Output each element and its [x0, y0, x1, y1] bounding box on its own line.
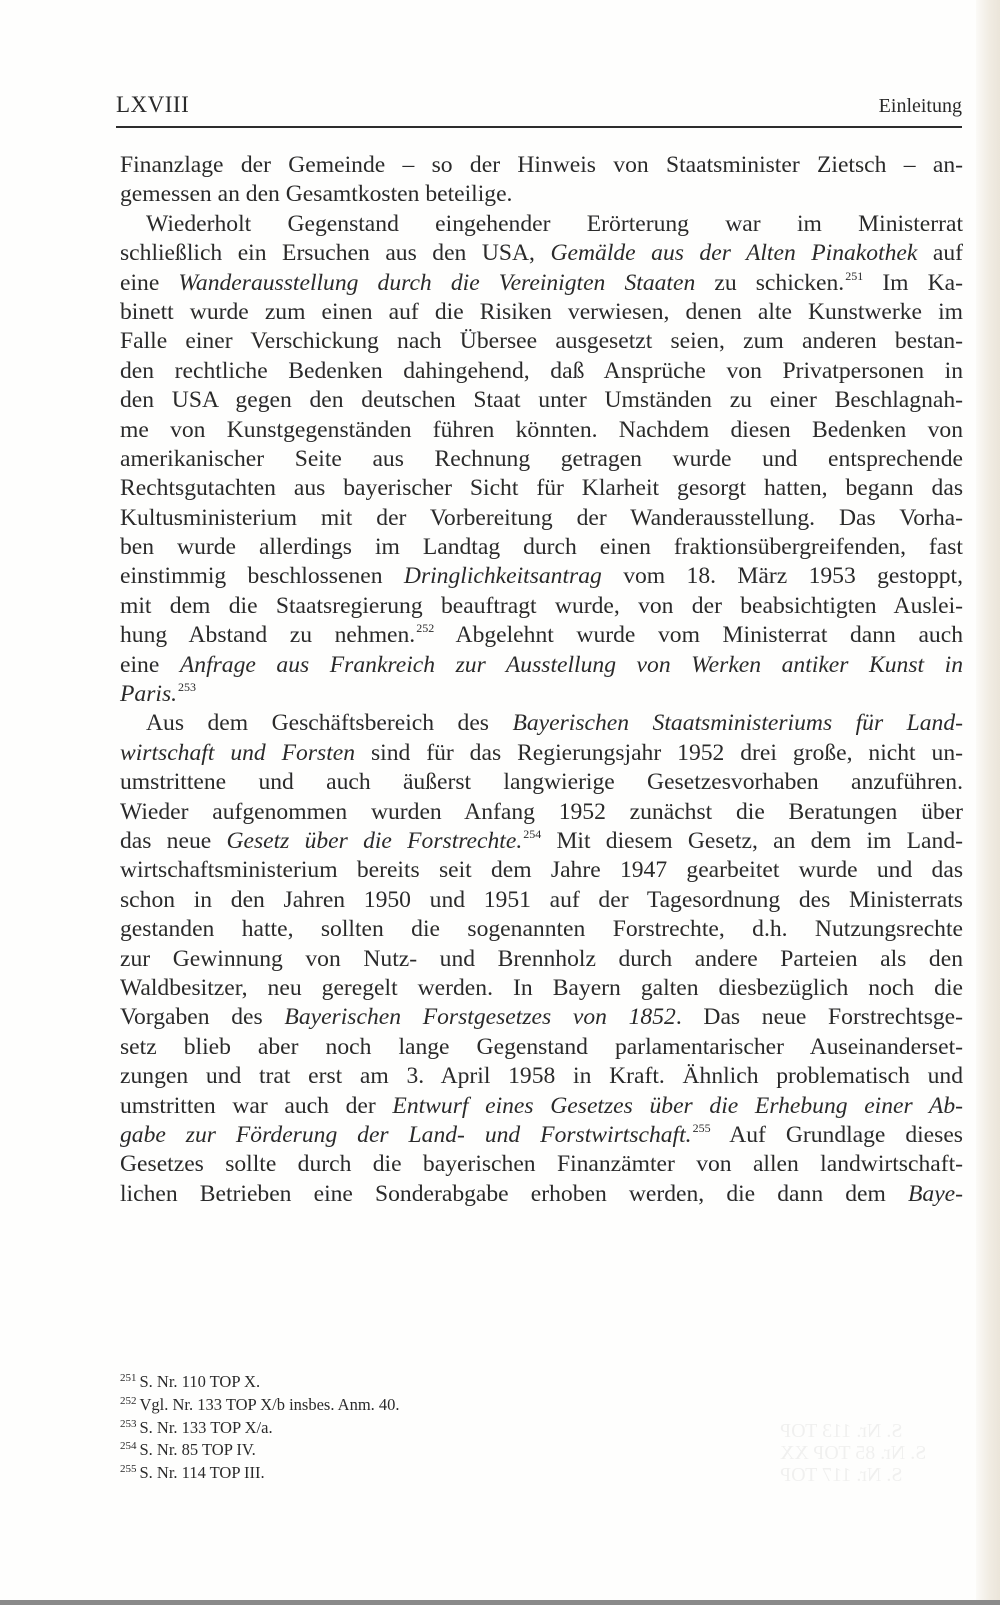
- text-line: [120, 504, 963, 533]
- text-run: den USA gegen den deutschen Staat unter Umständen zu einer Beschlagnah-: [120, 387, 963, 414]
- text-line: [120, 239, 963, 268]
- body-text: [120, 151, 963, 1209]
- italic-title: Anfrage aus Frankreich zur Ausstellung von Werken antiker Kunst in: [179, 651, 963, 678]
- text-line: [120, 768, 963, 797]
- text-run: hung Abstand zu nehmen.: [120, 622, 416, 649]
- text-line: [120, 180, 963, 209]
- text-run: sind für das Regierungsjahr 1952 drei große, nicht un-: [355, 739, 963, 766]
- footnote: [120, 1440, 400, 1463]
- text-run: Rechtsgutachten aus bayerischer Sicht für Klarheit gesorgt hatten, begann das: [120, 475, 963, 502]
- footnote-text: S. Nr. 114 TOP III.: [139, 1463, 265, 1483]
- text-run: Mit diesem Gesetz, an dem im Land-: [541, 827, 963, 854]
- text-line: [120, 1092, 963, 1121]
- text-line: [120, 709, 963, 738]
- footnote: [120, 1395, 400, 1418]
- text-run: schon in den Jahren 1950 und 1951 auf der Tagesordnung des Ministerrats: [120, 886, 963, 913]
- text-line: [120, 739, 963, 768]
- text-run: einstimmig beschlossenen: [120, 563, 404, 590]
- italic-title: Baye-: [907, 1180, 963, 1207]
- text-run: . Das neue Forstrechtsge-: [675, 1004, 964, 1031]
- text-run: den rechtliche Bedenken dahingehend, daß Ansprüche von Privatpersonen in: [120, 357, 963, 384]
- footnote-number: 255: [120, 1463, 137, 1476]
- footnote-reference[interactable]: 252: [416, 621, 435, 636]
- footnote-reference[interactable]: 255: [692, 1120, 711, 1135]
- footnote-text: S. Nr. 85 TOP IV.: [139, 1440, 256, 1460]
- text-line: [120, 945, 963, 974]
- text-line: [120, 1003, 963, 1032]
- bleed-through-text: S. Nr. 113 TOP: [780, 1420, 903, 1442]
- text-run: umstrittene und auch äußerst langwierige Gesetzesvorhaben anzuführen.: [120, 769, 963, 796]
- italic-title: Paris.: [120, 681, 178, 708]
- text-run: Wiederholt Gegenstand eingehender Erörterung war im Ministerrat: [146, 210, 963, 237]
- footnote-number: 254: [120, 1440, 137, 1453]
- footnote-reference[interactable]: 254: [523, 826, 542, 841]
- text-run: Gesetzes sollte durch die bayerischen Finanzämter von allen landwirtschaft-: [120, 1151, 963, 1178]
- italic-title: Dringlichkeitsantrag: [403, 563, 602, 590]
- bleed-through-text: S. Nr. 117 TOP: [780, 1464, 903, 1486]
- footnote-reference[interactable]: 251: [845, 268, 864, 283]
- italic-title: wirtschaft und Forsten: [120, 739, 356, 766]
- text-run: Abgelehnt wurde vom Ministerrat dann auch: [434, 622, 964, 649]
- text-run: Aus dem Geschäftsbereich des: [146, 710, 513, 737]
- text-line: [120, 1033, 963, 1062]
- text-line: [120, 210, 963, 239]
- text-line: [120, 445, 963, 474]
- text-line: [120, 1062, 963, 1091]
- text-run: Wieder aufgenommen wurden Anfang 1952 zunächst die Beratungen über: [120, 798, 963, 825]
- text-line: [120, 269, 963, 298]
- text-line: [120, 474, 963, 503]
- text-run: schließlich ein Ersuchen aus den USA,: [120, 240, 551, 267]
- text-line: [120, 1180, 963, 1209]
- scan-bottom-border: [0, 1600, 1000, 1605]
- text-run: Im Ka-: [863, 269, 964, 296]
- text-line: [120, 386, 963, 415]
- text-run: vom 18. März 1953 gestoppt,: [601, 563, 963, 590]
- text-run: eine: [120, 651, 180, 678]
- text-line: [120, 357, 963, 386]
- footnote-number: 253: [120, 1417, 137, 1430]
- footnote-text: S. Nr. 110 TOP X.: [139, 1372, 261, 1391]
- text-line: [120, 798, 963, 827]
- italic-title: Wanderausstellung durch die Vereinigten Staaten: [178, 269, 696, 296]
- footnote: [120, 1418, 400, 1441]
- text-line: [120, 562, 963, 591]
- text-run: me von Kunstgegenständen führen könnten. Nachdem diesen Bedenken von: [120, 416, 963, 443]
- running-head: [116, 92, 962, 128]
- footnote-reference[interactable]: 253: [178, 680, 197, 695]
- text-run: Vorgaben des: [120, 1004, 285, 1031]
- footnote-text: S. Nr. 133 TOP X/a.: [139, 1417, 273, 1437]
- text-run: binett wurde zum einen auf die Risiken verwiesen, denen alte Kunstwerke im: [120, 298, 963, 325]
- text-run: setz blieb aber noch lange Gegenstand parlamentarischer Auseinanderset-: [120, 1033, 963, 1060]
- text-line: [120, 416, 963, 445]
- text-line: [120, 827, 963, 856]
- italic-title: Gemälde aus der Alten Pinakothek: [550, 240, 918, 267]
- text-run: Waldbesitzer, neu geregelt werden. In Bayern galten diesbezüglich noch die: [120, 974, 963, 1001]
- footnote-number: 252: [120, 1394, 137, 1407]
- text-run: Auf Grundlage dieses: [710, 1121, 963, 1148]
- text-line: [120, 1150, 963, 1179]
- italic-title: gabe zur Förderung der Land- und Forstwirtschaft.: [120, 1121, 692, 1148]
- text-run: gemessen an den Gesamtkosten beteilige.: [120, 181, 513, 208]
- text-line: [120, 1121, 963, 1150]
- text-line: [120, 886, 963, 915]
- text-line: [120, 915, 963, 944]
- page-edge-shadow: [976, 0, 1000, 1600]
- text-run: zur Gewinnung von Nutz- und Brennholz durch andere Parteien als den: [120, 945, 963, 972]
- text-line: [120, 592, 963, 621]
- text-run: mit dem die Staatsregierung beauftragt wurde, von der beabsichtigten Auslei-: [120, 592, 963, 619]
- text-line: [120, 298, 963, 327]
- footnote-text: Vgl. Nr. 133 TOP X/b insbes. Anm. 40.: [139, 1394, 400, 1414]
- text-line: [120, 327, 963, 356]
- text-run: zungen und trat erst am 3. April 1958 in Kraft. Ähnlich problematisch und: [120, 1063, 963, 1090]
- text-run: lichen Betrieben eine Sonderabgabe erhoben werden, die dann dem: [120, 1180, 908, 1207]
- footnote-number: 251: [120, 1372, 137, 1384]
- bleed-through-text: S. Nr. 85 TOP XX: [780, 1442, 927, 1464]
- italic-title: Bayerischen Forstgesetzes von 1852: [284, 1004, 676, 1031]
- text-line: [120, 621, 963, 650]
- section-title: Einleitung: [878, 95, 962, 117]
- text-run: umstritten war auch der: [120, 1092, 393, 1119]
- text-line: [120, 856, 963, 885]
- italic-title: Gesetz über die Forstrechte.: [226, 827, 523, 854]
- text-run: ben wurde allerdings im Landtag durch einen fraktionsübergreifenden, fast: [120, 534, 963, 561]
- footnote: [120, 1372, 400, 1395]
- footnotes: [120, 1372, 400, 1486]
- italic-title: Entwurf eines Gesetzes über die Erhebung einer Ab-: [392, 1092, 963, 1119]
- text-run: Falle einer Verschickung nach Übersee ausgesetzt seien, zum anderen bestan-: [120, 328, 963, 355]
- text-run: eine: [120, 269, 179, 296]
- text-run: Finanzlage der Gemeinde – so der Hinweis von Staatsminister Zietsch – an-: [120, 152, 963, 178]
- text-line: [120, 151, 963, 180]
- italic-title: Bayerischen Staatsministeriums für Land-: [512, 710, 963, 737]
- text-run: zu schicken.: [695, 269, 845, 296]
- text-run: Kultusministerium mit der Vorbereitung der Wanderausstellung. Das Vorha-: [120, 504, 963, 531]
- text-run: gestanden hatte, sollten die sogenannten Forstrechte, d.h. Nutzungsrechte: [120, 916, 963, 943]
- text-line: [120, 680, 963, 709]
- page-number: LXVIII: [116, 92, 190, 117]
- text-run: wirtschaftsministerium bereits seit dem Jahre 1947 gearbeitet wurde und das: [120, 857, 963, 884]
- text-run: auf: [917, 240, 964, 267]
- text-run: das neue: [120, 827, 227, 854]
- text-run: amerikanischer Seite aus Rechnung getragen wurde und entsprechende: [120, 445, 963, 472]
- text-line: [120, 651, 963, 680]
- footnote: [120, 1463, 400, 1486]
- text-line: [120, 974, 963, 1003]
- text-line: [120, 533, 963, 562]
